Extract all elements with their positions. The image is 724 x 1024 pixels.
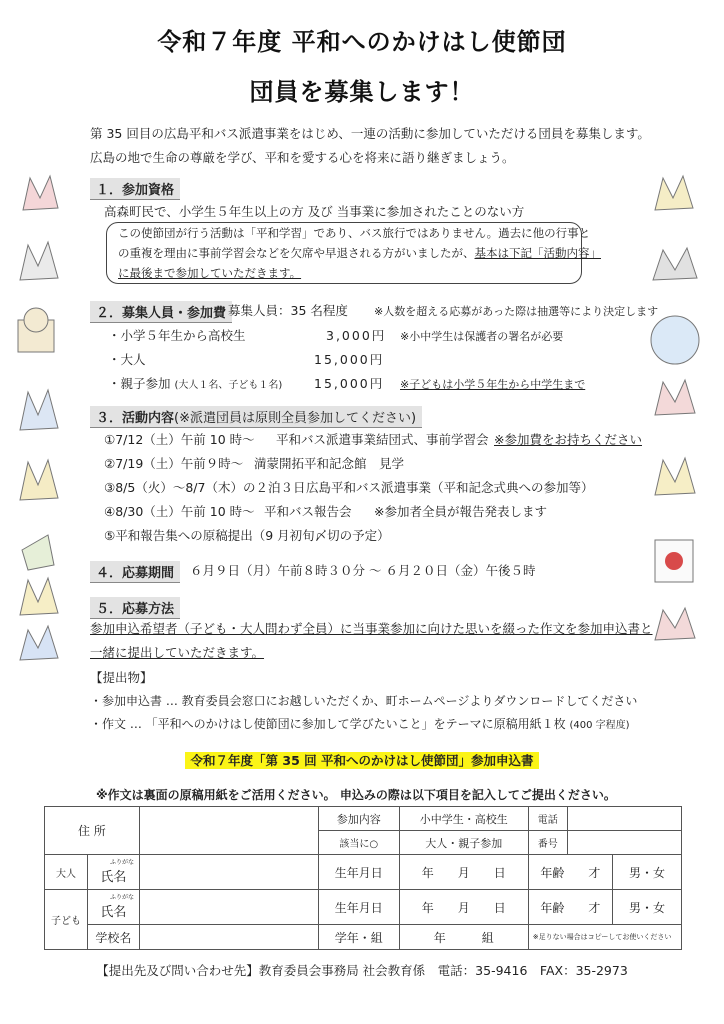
content-option1[interactable]: 小中学生・高校生	[399, 807, 528, 831]
phone-label: 電話	[528, 807, 567, 831]
fee-row-label: ・親子参加 (大人１名、子ども１名)	[108, 376, 283, 391]
child-label: 子ども	[45, 890, 88, 950]
activity-date: ③8/5（火）～8/7（木）の２泊３日	[104, 480, 306, 495]
fee-row-amount: 3,000円	[326, 328, 387, 343]
school-field[interactable]	[139, 925, 318, 950]
capacity: 募集人員：35 名程度	[228, 303, 348, 318]
section2-heading: ２．募集人員・参加費	[90, 301, 232, 323]
content-option2[interactable]: 大人・親子参加	[399, 831, 528, 855]
fee-row-note: ※小中学生は保護者の署名が必要	[400, 330, 564, 343]
address-label: 住 所	[45, 807, 140, 855]
school-label: 学校名	[88, 925, 140, 950]
adult-name-label: ふりがな 氏名	[88, 855, 140, 890]
child-age[interactable]: 年齢 才	[528, 890, 612, 925]
form-title: 令和７年度「第 35 回 平和へのかけはし使節団」参加申込書	[185, 752, 540, 769]
activity-date: ①7/12（土）午前 10 時～	[104, 432, 255, 447]
section5-line1: 参加申込希望者（子ども・大人問わず全員）に当事業参加に向けた思いを綴った作文を参加申込書と	[90, 621, 653, 636]
submit-item2: ・作文 … 「平和へのかけはし使節団に参加して学びたいこと」をテーマに原稿用紙１枚 (400 字程度)	[90, 717, 630, 731]
activity-date: ②7/19（土）午前９時～	[104, 456, 244, 471]
activity-desc: 広島平和バス派遣事業（平和記念式典への参加等）	[306, 480, 594, 495]
application-form	[44, 806, 682, 950]
form-title-wrap	[0, 750, 724, 769]
activity-note: ※参加者全員が報告発表します	[374, 504, 547, 519]
crane-drawings-left	[8, 170, 78, 670]
intro-line1: 第 35 回目の広島平和バス派遣事業をはじめ、一連の活動に参加していただける団員を募集します。	[90, 126, 650, 141]
adult-birth-label: 生年月日	[318, 855, 399, 890]
footer-contact: 【提出先及び問い合わせ先】教育委員会事務局 社会教育係 電話：35-9416 FAX：35-2973	[96, 963, 628, 978]
phone-field[interactable]	[567, 807, 681, 831]
section1-heading: １．参加資格	[90, 178, 180, 200]
submit-item1: ・参加申込書 … 教育委員会窓口にお越しいただくか、町ホームページよりダウンロードしてください	[90, 694, 638, 708]
child-name-field[interactable]	[139, 890, 318, 925]
address-field[interactable]	[139, 807, 318, 855]
adult-label: 大人	[45, 855, 88, 890]
fee-row-label: ・小学５年生から高校生	[108, 328, 246, 343]
child-birth-field[interactable]: 年 月 日	[399, 890, 528, 925]
section4-heading: ４．応募期間	[90, 561, 180, 583]
activity-date: ④8/30（土）午前 10 時～	[104, 504, 255, 519]
activity-note: ※参加費をお持ちください	[494, 432, 642, 447]
submit-title: 【提出物】	[90, 670, 153, 685]
phone-field[interactable]	[567, 831, 681, 855]
section3-heading: ３．活動内容(※派遣団員は原則全員参加してください)	[90, 406, 422, 428]
copy-note: ※足りない場合はコピーしてお使いください	[528, 925, 681, 950]
fee-row-amount: 15,000円	[314, 352, 385, 367]
grade-field[interactable]: 年 組	[399, 925, 528, 950]
section1-note-line1: この使節団が行う活動は「平和学習」であり、バス旅行ではありません。過去に他の行事と	[118, 226, 591, 240]
fee-row-note: ※子どもは小学５年生から中学生まで	[400, 378, 586, 391]
adult-age[interactable]: 年齢 才	[528, 855, 612, 890]
section5-line2: 一緒に提出していただきます。	[90, 645, 265, 660]
application-period: ６月９日（月）午前８時３０分 ～ ６月２０日（金）午後５時	[190, 563, 536, 578]
activity-desc: 満蒙開拓平和記念館 見学	[254, 456, 405, 471]
adult-birth-field[interactable]: 年 月 日	[399, 855, 528, 890]
phone-label2: 番号	[528, 831, 567, 855]
adult-name-field[interactable]	[139, 855, 318, 890]
capacity-note: ※人数を超える応募があった際は抽選等により決定します	[374, 305, 659, 318]
fee-row-label: ・大人	[108, 352, 146, 367]
content-sub-label: 該当に○	[318, 831, 399, 855]
fee-row-amount: 15,000円	[314, 376, 385, 391]
content-label: 参加内容	[318, 807, 399, 831]
adult-sex[interactable]: 男・女	[613, 855, 682, 890]
section1-note-line2: の重複を理由に事前学習会などを欠席や早退される方がいましたが、基本は下記「活動内容」	[118, 246, 601, 260]
section1-note-line3: に最後まで参加していただきます。	[118, 266, 302, 280]
intro-line2: 広島の地で生命の尊厳を学び、平和を愛する心を将来に語り継ぎましょう。	[90, 150, 515, 165]
crane-drawings-right	[645, 170, 720, 670]
child-name-label: ふりがな 氏名	[88, 890, 140, 925]
child-sex[interactable]: 男・女	[613, 890, 682, 925]
activity-desc: 平和バス派遣事業結団式、事前学習会	[276, 432, 489, 447]
activity-desc: 平和バス報告会	[264, 504, 352, 519]
activity-date: ⑤平和報告集への原稿提出（9 月初旬〆切の予定）	[104, 528, 390, 543]
section1-text: 高森町民で、小学生５年生以上の方 及び 当事業に参加されたことのない方	[104, 204, 525, 219]
title-line1: 令和７年度 平和へのかけはし使節団	[157, 28, 567, 56]
section5-heading: ５．応募方法	[90, 597, 180, 619]
grade-label: 学年・組	[318, 925, 399, 950]
form-instruction: ※作文は裏面の原稿用紙をご活用ください。 申込みの際は以下項目を記入してご提出ください。	[96, 788, 616, 802]
title-line2: 団員を募集します！	[249, 78, 475, 106]
child-birth-label: 生年月日	[318, 890, 399, 925]
